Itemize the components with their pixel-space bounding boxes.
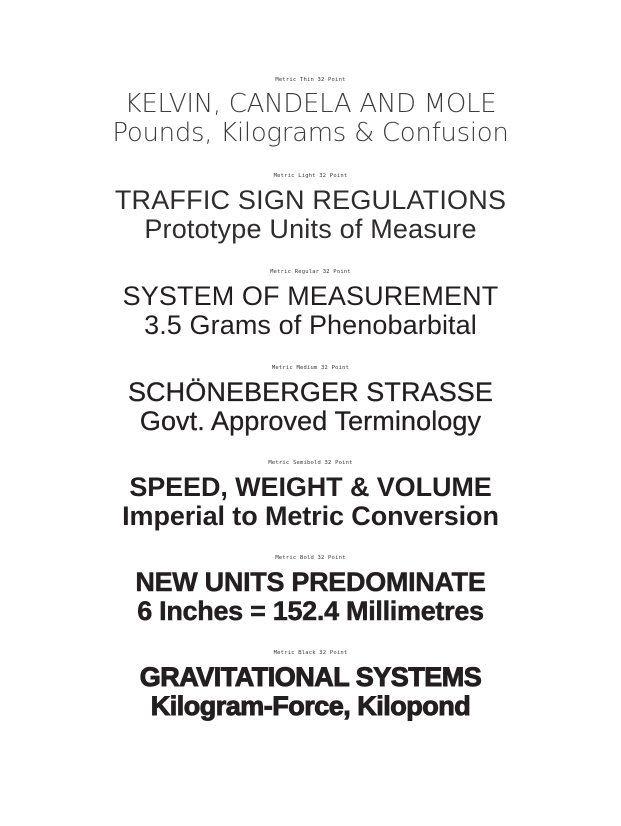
specimen-subline: Pounds, Kilograms & Confusion [112, 118, 509, 148]
specimen-headline: SCHÖNEBERGER STRASSE [127, 377, 494, 407]
specimen-light [0, 172, 621, 244]
specimen-subline: Kilogram-Force, Kilopond [150, 691, 471, 721]
specimen-headline: TRAFFIC SIGN REGULATIONS [114, 185, 507, 215]
specimen-caption: Metric Semibold 32 Point [268, 460, 353, 466]
specimen-headline: KELVIN, CANDELA AND MOLE [124, 89, 497, 119]
specimen-headline: GRAVITATIONAL SYSTEMS [139, 662, 482, 692]
specimen-subline: Imperial to Metric Conversion [122, 501, 499, 531]
specimen-regular [0, 268, 621, 340]
specimen-black [0, 649, 621, 721]
specimen-caption: Metric Thin 32 Point [275, 77, 346, 83]
specimen-headline: SPEED, WEIGHT & VOLUME [129, 472, 492, 502]
specimen-subline: 3.5 Grams of Phenobarbital [144, 310, 477, 340]
specimen-caption: Metric Black 32 Point [273, 650, 348, 656]
specimen-caption: Metric Regular 32 Point [270, 269, 351, 275]
specimen-bold [0, 554, 621, 626]
specimen-semibold [0, 459, 621, 531]
specimen-caption: Metric Light 32 Point [273, 173, 348, 179]
specimen-caption: Metric Bold 32 Point [275, 555, 346, 561]
specimen-subline: 6 Inches = 152.4 Millimetres [137, 596, 484, 626]
specimen-headline: SYSTEM OF MEASUREMENT [122, 281, 499, 311]
specimen-subline: Govt. Approved Terminology [139, 406, 482, 436]
specimen-medium [0, 364, 621, 436]
specimen-subline: Prototype Units of Measure [144, 214, 477, 244]
specimen-caption: Metric Medium 32 Point [271, 365, 350, 371]
specimen-thin [0, 76, 621, 148]
specimen-headline: NEW UNITS PREDOMINATE [135, 567, 486, 597]
